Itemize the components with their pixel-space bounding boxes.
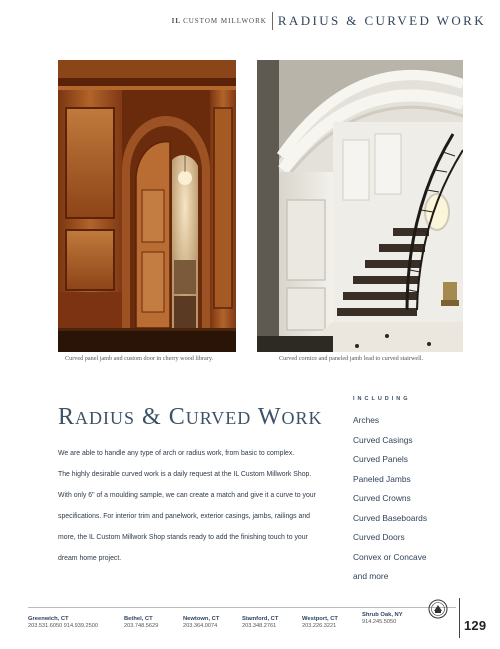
list-item: Curved Casings xyxy=(353,434,413,445)
list-item: and more xyxy=(353,571,389,581)
location-greenwich: Greenwich, CT 203.531.6050 914.939.2500 xyxy=(28,616,98,629)
article-heading: RADIUS & CURVED WORK xyxy=(58,404,323,430)
cherry-library-photo xyxy=(58,60,236,352)
company-seal-icon xyxy=(428,599,448,619)
list-item: Convex or Concave xyxy=(353,551,427,562)
list-item: Curved Baseboards xyxy=(353,512,428,523)
list-item: Curved Crowns xyxy=(353,493,411,503)
location-newtown: Newtown, CT 203.364.0074 xyxy=(183,616,220,629)
location-shrub-oak: Shrub Oak, NY 914.245.5050 xyxy=(362,612,403,625)
list-item: Arches xyxy=(353,415,380,425)
body-line: specifications. For interior trim and panelwork, exterior casings, jambs, railings and xyxy=(58,512,310,520)
body-line: more, the IL Custom Millwork Shop stands ready to add the finishing touch to your xyxy=(58,533,308,541)
location-westport: Westport, CT 203.226.3221 xyxy=(302,616,338,629)
header-divider xyxy=(272,12,273,30)
list-item: Curved Panels xyxy=(353,454,408,464)
including-list xyxy=(353,414,427,590)
page-number-divider xyxy=(459,598,460,638)
brand-name: IL CUSTOM MILLWORK xyxy=(171,17,267,25)
article-body xyxy=(58,444,328,569)
page-header xyxy=(172,12,486,30)
body-line: With only 6" of a moulding sample, we can create a match and give it a curve to your xyxy=(58,491,316,499)
list-item: Paneled Jambs xyxy=(353,473,411,484)
left-photo-caption: Curved panel jamb and custom door in cherry wood library. xyxy=(65,355,214,362)
list-item: Curved Doors xyxy=(353,532,405,542)
page-number: 129 xyxy=(464,618,487,633)
body-line: dream home project. xyxy=(58,554,122,562)
curved-stairwell-photo xyxy=(257,60,463,352)
including-label: INCLUDING xyxy=(353,396,411,402)
section-title: RADIUS & CURVED WORK xyxy=(277,13,486,28)
location-stamford: Stamford, CT 203.348.2761 xyxy=(242,616,279,629)
location-bethel: Bethel, CT 203.748.5629 xyxy=(124,616,159,629)
body-line: The highly desirable curved work is a daily request at the IL Custom Millwork Shop. xyxy=(58,470,312,478)
right-photo-caption: Curved cornice and paneled jamb lead to curved stairwell. xyxy=(279,355,424,362)
body-line: We are able to handle any type of arch or radius work, from basic to complex. xyxy=(58,450,295,457)
footer-rule xyxy=(28,607,456,608)
